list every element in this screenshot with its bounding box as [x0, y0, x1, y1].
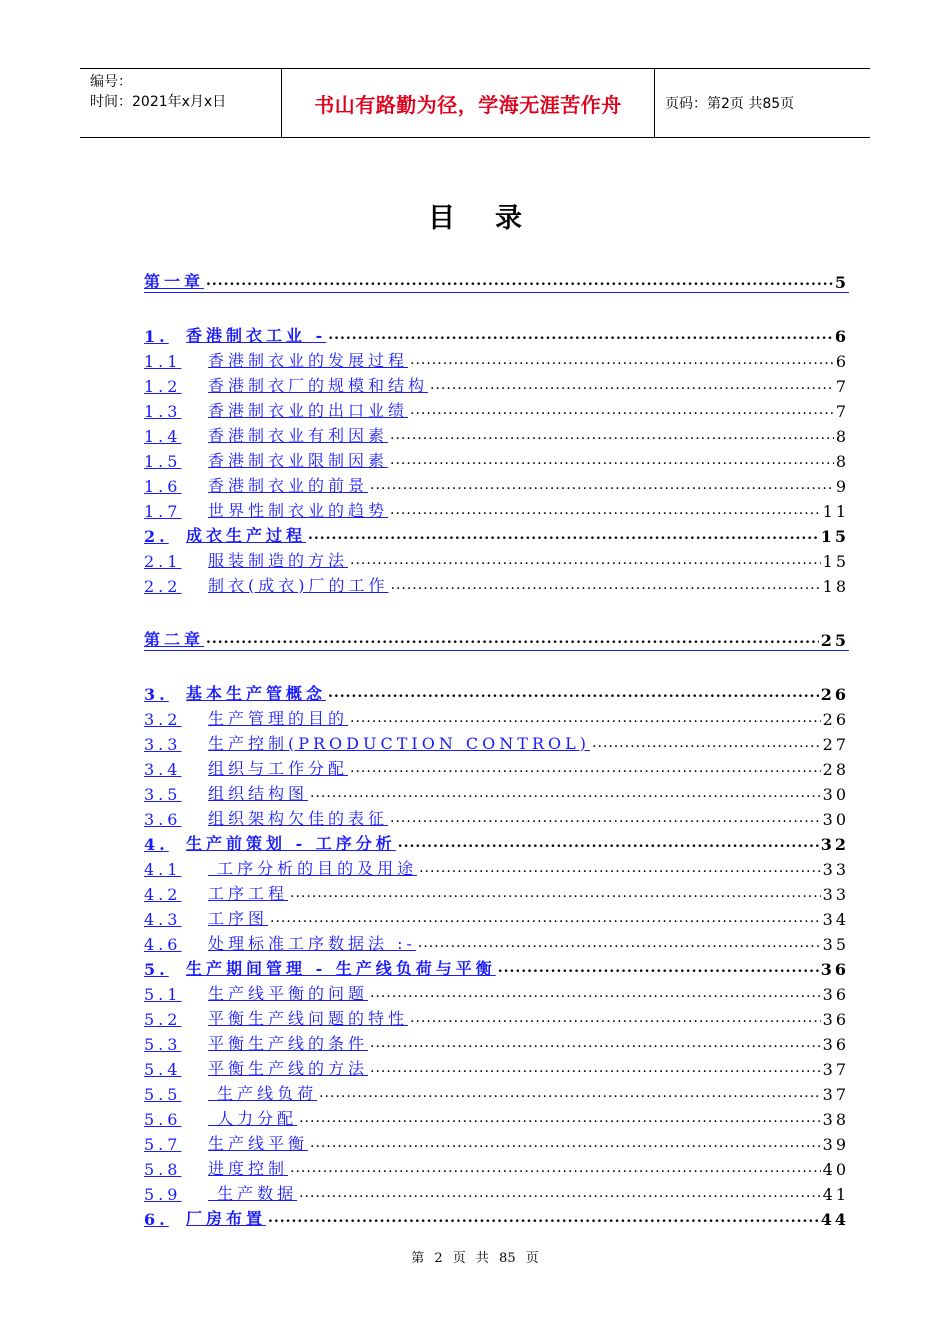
toc-entry-title[interactable]: 组织与工作分配: [208, 759, 349, 778]
toc-entry[interactable]: [144, 1029, 849, 1054]
toc-entry-title[interactable]: 组织结构图: [208, 784, 309, 803]
toc-entry-number[interactable]: 1.5: [144, 452, 182, 471]
toc-dot-leader: [328, 327, 833, 343]
page-label: 页码：第2页 共85页: [665, 96, 795, 112]
toc-dot-leader: [290, 885, 821, 901]
toc-entry[interactable]: [144, 421, 849, 446]
toc-dot-leader: [206, 631, 819, 647]
toc-entry-page: 30: [822, 785, 849, 804]
toc-dot-leader: [370, 1060, 821, 1076]
toc-entry-page: 11: [822, 502, 849, 521]
toc-entry-number[interactable]: 1.6: [144, 477, 182, 496]
toc-entry[interactable]: [144, 804, 849, 829]
toc-entry-title[interactable]: 生产管理的目的: [208, 709, 349, 728]
toc-entry-title[interactable]: 香港制衣厂的规模和结构: [208, 376, 429, 395]
toc-dot-leader: [370, 985, 821, 1001]
toc-dot-leader: [592, 735, 821, 751]
toc-entry-number[interactable]: 3.4: [144, 760, 182, 779]
toc-dot-leader: [308, 527, 819, 543]
toc-dot-leader: [310, 785, 821, 801]
toc-entry[interactable]: [144, 904, 849, 929]
toc-entry-title[interactable]: 生产线平衡: [208, 1134, 309, 1153]
toc-entry-number[interactable]: 3.3: [144, 735, 182, 754]
toc-entry-page: 6: [834, 327, 849, 346]
toc-entry-number[interactable]: 1.1: [144, 352, 182, 371]
toc-entry[interactable]: [144, 321, 849, 346]
toc-entry-page: 18: [822, 577, 849, 596]
toc-entry-title[interactable]: 香港制衣业限制因素: [208, 451, 389, 470]
toc-entry-title[interactable]: 生产前策划 - 工序分析: [186, 834, 396, 853]
toc-dot-leader: [350, 552, 821, 568]
toc-entry-number[interactable]: 6.: [144, 1210, 169, 1229]
toc-entry-title[interactable]: 生产线平衡的问题: [208, 984, 369, 1003]
page-footer: 第 2 页 共 85 页: [411, 1251, 539, 1266]
page-title: [0, 196, 950, 235]
toc-dot-leader: [299, 1110, 821, 1126]
toc-entry-number[interactable]: 1.: [144, 327, 169, 346]
toc-dot-leader: [370, 1035, 821, 1051]
toc-entry[interactable]: [144, 954, 849, 979]
toc-entry[interactable]: [144, 471, 849, 496]
title-left: 目: [428, 203, 455, 234]
toc-entry-title[interactable]: 生产线负荷: [208, 1084, 318, 1103]
toc-entry-number[interactable]: 4.3: [144, 910, 182, 929]
toc-dot-leader: [390, 427, 834, 443]
toc-entry-number[interactable]: 5.7: [144, 1135, 182, 1154]
toc-entry-page: 8: [835, 427, 849, 446]
toc-entry-number[interactable]: 3.6: [144, 810, 182, 829]
toc-entry-number[interactable]: 5.9: [144, 1185, 182, 1204]
toc-entry-title[interactable]: 工序分析的目的及用途: [208, 859, 418, 878]
toc-entry-title[interactable]: 工序图: [208, 909, 269, 928]
toc-entry[interactable]: [144, 1054, 849, 1079]
toc-entry[interactable]: [144, 829, 849, 854]
toc-entry[interactable]: [144, 1079, 849, 1104]
toc-entry-title[interactable]: 生产控制(PRODUCTION CONTROL): [208, 734, 590, 753]
toc-entry-title[interactable]: 生产期间管理 - 生产线负荷与平衡: [186, 959, 496, 978]
toc-entry-number[interactable]: 第一章: [144, 272, 205, 291]
toc-entry-page: 38: [822, 1110, 849, 1129]
toc-entry-number[interactable]: 1.7: [144, 502, 182, 521]
toc-entry[interactable]: [144, 679, 849, 704]
toc-entry-title[interactable]: 生产数据: [208, 1184, 298, 1203]
toc-entry-title[interactable]: 成衣生产过程: [186, 526, 307, 545]
toc-entry[interactable]: [144, 1179, 849, 1204]
toc-entry-title[interactable]: 人力分配: [208, 1109, 298, 1128]
toc-entry[interactable]: [144, 346, 849, 371]
toc-entry-number[interactable]: 3.2: [144, 710, 182, 729]
toc-entry[interactable]: [144, 729, 849, 754]
toc-dot-leader: [268, 1210, 819, 1226]
toc-entry-number[interactable]: 4.1: [144, 860, 182, 879]
toc-dot-leader: [310, 1135, 821, 1151]
time-label: 时间：2021年x月x日: [90, 94, 227, 110]
header-left-cell: [80, 69, 282, 137]
toc-dot-leader: [390, 502, 821, 518]
toc-entry-page: 15: [822, 552, 849, 571]
toc-entry-page: 33: [822, 885, 849, 904]
toc-entry-title[interactable]: 香港制衣业的前景: [208, 476, 369, 495]
toc-entry-page: 6: [835, 352, 849, 371]
toc-entry[interactable]: [144, 625, 849, 651]
toc-entry-page: 41: [822, 1185, 849, 1204]
toc-entry-title[interactable]: 基本生产管概念: [186, 684, 327, 703]
toc-entry-number[interactable]: 1.4: [144, 427, 182, 446]
toc-entry-number[interactable]: 5.2: [144, 1010, 182, 1029]
toc-entry-number[interactable]: 3.5: [144, 785, 182, 804]
toc-entry[interactable]: [144, 704, 849, 729]
toc-dot-leader: [410, 402, 834, 418]
toc-entry-page: 28: [822, 760, 849, 779]
toc-entry-page: 9: [835, 477, 849, 496]
toc-entry-page: 33: [822, 860, 849, 879]
toc-entry-number[interactable]: 5.8: [144, 1160, 182, 1179]
toc-entry-title[interactable]: 香港制衣工业 -: [186, 326, 327, 345]
toc-entry[interactable]: [144, 571, 849, 596]
toc-entry[interactable]: [144, 446, 849, 471]
toc-entry[interactable]: [144, 1104, 849, 1129]
toc-entry-title[interactable]: 平衡生产线问题的特性: [208, 1009, 409, 1028]
toc-entry-number[interactable]: 第二章: [144, 630, 205, 649]
toc-dot-leader: [370, 477, 834, 493]
toc-entry[interactable]: [144, 396, 849, 421]
toc-entry-number[interactable]: 1.2: [144, 377, 182, 396]
toc-entry-page: 39: [822, 1135, 849, 1154]
toc-entry-title[interactable]: 香港制衣业的发展过程: [208, 351, 409, 370]
toc-entry[interactable]: [144, 779, 849, 804]
toc-entry-title[interactable]: 香港制衣业有利因素: [208, 426, 389, 445]
toc-dot-leader: [206, 273, 833, 289]
toc-dot-leader: [398, 835, 819, 851]
number-label: 编号：: [90, 74, 132, 90]
toc-entry-number[interactable]: 2.1: [144, 552, 182, 571]
toc-entry-title[interactable]: 厂房布置: [186, 1209, 267, 1228]
toc-entry-page: 35: [822, 935, 849, 954]
toc-entry-number[interactable]: 5.5: [144, 1085, 182, 1104]
toc-entry-title[interactable]: 进度控制: [208, 1159, 289, 1178]
toc-entry-page: 26: [822, 710, 849, 729]
toc-entry-page: 40: [822, 1160, 849, 1179]
toc-entry[interactable]: [144, 754, 849, 779]
toc-entry-title[interactable]: 香港制衣业的出口业绩: [208, 401, 409, 420]
toc-entry-number[interactable]: 4.: [144, 835, 169, 854]
toc-entry-number[interactable]: 5.6: [144, 1110, 182, 1129]
toc-entry-number[interactable]: 4.2: [144, 885, 182, 904]
toc-entry-page: 15: [820, 527, 849, 546]
motto: 书山有路勤为径，学海无涯苦作舟: [282, 69, 655, 137]
toc-dot-leader: [350, 710, 821, 726]
toc-entry-number[interactable]: 5.1: [144, 985, 182, 1004]
toc-dot-leader: [410, 352, 834, 368]
toc-entry-page: 34: [822, 910, 849, 929]
document-header: [80, 68, 870, 138]
toc-dot-leader: [391, 577, 821, 593]
toc-entry-title[interactable]: 组织架构欠佳的表征: [208, 809, 389, 828]
toc-dot-leader: [319, 1085, 821, 1101]
toc-entry-number[interactable]: 1.3: [144, 402, 182, 421]
toc-entry-number[interactable]: 4.6: [144, 935, 182, 954]
toc-entry-title[interactable]: 处理标准工序数据法 :-: [208, 934, 416, 953]
toc-entry-title[interactable]: 工序工程: [208, 884, 289, 903]
toc-entry[interactable]: [144, 1004, 849, 1029]
toc-entry-page: 37: [822, 1060, 849, 1079]
toc-entry[interactable]: [144, 267, 849, 293]
toc-entry-page: 36: [822, 985, 849, 1004]
title-right: 录: [495, 203, 522, 234]
toc-entry[interactable]: [144, 854, 849, 879]
toc-entry-page: 7: [835, 402, 849, 421]
toc-entry[interactable]: [144, 546, 849, 571]
toc-entry-title[interactable]: 制衣(成衣)厂的工作: [208, 576, 389, 595]
toc-dot-leader: [350, 760, 821, 776]
toc-entry-title[interactable]: 平衡生产线的条件: [208, 1034, 369, 1053]
toc-entry[interactable]: [144, 521, 849, 546]
toc-entry[interactable]: [144, 1154, 849, 1179]
toc-dot-leader: [390, 810, 821, 826]
toc-dot-leader: [390, 452, 834, 468]
toc-entry-page: 36: [822, 1010, 849, 1029]
toc-entry-page: 30: [822, 810, 849, 829]
toc-entry-number[interactable]: 3.: [144, 685, 169, 704]
toc-entry-number[interactable]: 2.: [144, 527, 169, 546]
toc-entry-page: 8: [835, 452, 849, 471]
toc-entry[interactable]: [144, 496, 849, 521]
toc-dot-leader: [430, 377, 834, 393]
toc-entry-page: 27: [822, 735, 849, 754]
toc-dot-leader: [290, 1160, 821, 1176]
toc-entry-page: 37: [822, 1085, 849, 1104]
toc-entry-page: 25: [820, 631, 849, 650]
toc-entry-number[interactable]: 5.: [144, 960, 169, 979]
toc-dot-leader: [418, 935, 821, 951]
toc-dot-leader: [299, 1185, 821, 1201]
toc-entry-page: 36: [822, 1035, 849, 1054]
toc-entry[interactable]: [144, 371, 849, 396]
toc-dot-leader: [410, 1010, 821, 1026]
toc-dot-leader: [270, 910, 821, 926]
toc-dot-leader: [498, 960, 819, 976]
toc-entry-page: 7: [835, 377, 849, 396]
toc-entry-page: 5: [834, 273, 849, 292]
toc-entry-number[interactable]: 5.3: [144, 1035, 182, 1054]
toc-dot-leader: [328, 685, 819, 701]
toc-entry-page: 36: [820, 960, 849, 979]
toc-entry-number[interactable]: 5.4: [144, 1060, 182, 1079]
toc-entry-title[interactable]: 平衡生产线的方法: [208, 1059, 369, 1078]
toc-entry-page: 44: [820, 1210, 849, 1229]
toc-entry-title[interactable]: 服装制造的方法: [208, 551, 349, 570]
toc-entry[interactable]: [144, 1204, 849, 1229]
toc-entry[interactable]: [144, 1129, 849, 1154]
toc-entry[interactable]: [144, 979, 849, 1004]
toc-entry-number[interactable]: 2.2: [144, 577, 182, 596]
toc-entry-title[interactable]: 世界性制衣业的趋势: [208, 501, 389, 520]
toc-entry[interactable]: [144, 879, 849, 904]
toc-entry-page: 26: [820, 685, 849, 704]
toc-entry[interactable]: [144, 929, 849, 954]
toc-dot-leader: [419, 860, 821, 876]
toc-entry-page: 32: [820, 835, 849, 854]
